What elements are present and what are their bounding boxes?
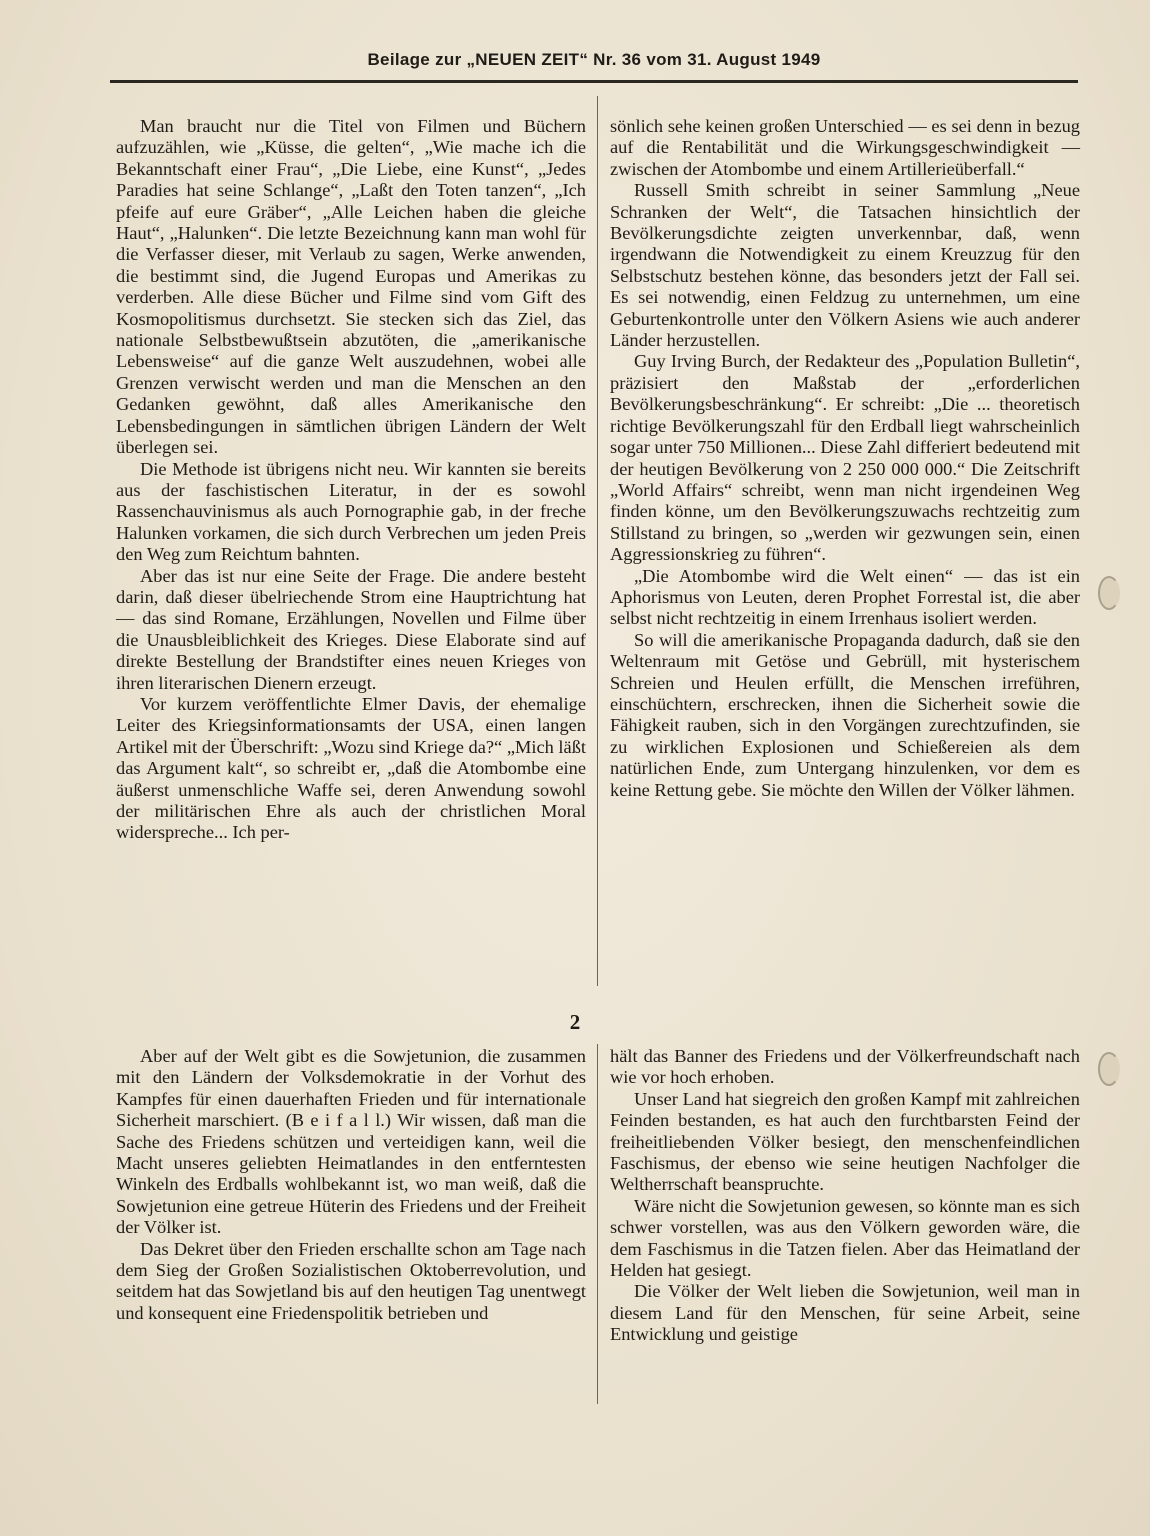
paragraph: Wäre nicht die Sowjetunion gewesen, so könnte man es sich schwer vorstellen, was aus den Völkern geworden wäre, die dem Faschismus in die Tatzen fielen. Aber das Heimatland der Helden hat gesiegt. — [610, 1195, 1080, 1281]
paragraph: „Die Atombombe wird die Welt einen“ — das ist ein Aphorismus von Leuten, deren Prophet Forrestal ist, die aber selbst nicht rechtzeitig in einem Irrenhaus isoliert werden. — [610, 565, 1080, 629]
column-divider — [597, 96, 598, 986]
paragraph: Guy Irving Burch, der Redakteur des „Population Bulletin“, präzisiert den Maßstab der „erforderlichen Bevölkerungsbeschränkung“. Er schreibt: „Die ... theoretisch richtige Bevölkerungszahl für den Erdball liegt wahrscheinlich sogar unter 750 Millionen... Diese Zahl differiert bedeutend mit der heutigen Bevölkerung von 2 250 000 000.“ Die Zeitschrift „World Affairs“ schreibt, wenn man nicht irgendeinen Weg finden könne, um den Bevölkerungszuwachs rechtzeitig zum Stillstand zu bringen, so „werden wir gezwungen sein, einen Aggressionskrieg zu führen“. — [610, 351, 1080, 565]
paragraph: sönlich sehe keinen großen Unterschied — es sei denn in bezug auf die Rentabilität und die Wirkungsgeschwindigkeit — zwischen der Atombombe und einem Artillerieüberfall.“ — [610, 116, 1080, 179]
binding-hole — [1098, 576, 1120, 610]
paragraph: Das Dekret über den Frieden erschallte schon am Tage nach dem Sieg der Großen Sozialistischen Oktoberrevolution, und seitdem hat das Sowjetland bis auf den heutigen Tag unentwegt und konsequent eine Friedenspolitik betrieben und — [116, 1238, 586, 1323]
paragraph: Vor kurzem veröffentlichte Elmer Davis, der ehemalige Leiter des Kriegsinformationsamts der USA, einen langen Artikel mit der Überschrift: „Wozu sind Kriege da?“ „Mich läßt das Argument kalt“, so schreibt er, „daß die Atombombe eine äußerst unmenschliche Waffe sei, deren Anwendung sowohl der militärischen Ehre als auch der christlichen Moral widerspreche... Ich per- — [116, 693, 586, 843]
paragraph: Man braucht nur die Titel von Filmen und Büchern aufzuzählen, wie „Küsse, die gelten“, „Wie mache ich die Bekanntschaft einer Frau“, „Die Liebe, eine Kunst“, „Jedes Paradies hat seine Schlange“, „Laßt den Toten tanzen“, „Ich pfeife auf eure Gräber“, „Alle Leichen haben die gleiche Haut“, „Halunken“. Die letzte Bezeichnung kann man wohl für die Verfasser dieser, mit Verlaub zu sagen, Werke anwenden, die bestimmt sind, die Jugend Europas und Amerikas zu verderben. Alle diese Bücher und Filme sind vom Gift des Kosmopolitismus durchsetzt. Sie stecken sich das Ziel, das nationale Selbstbewußtsein abzutöten, die „amerikanische Lebensweise“ auf die ganze Welt auszudehnen, wobei alle Grenzen verwischt werden und man die Menschen an den Gedanken gewöhnt, daß alles Amerikanische den Lebensbedingungen in sämtlichen übrigen Ländern der Welt überlegen sei. — [116, 116, 586, 458]
paragraph: So will die amerikanische Propaganda dadurch, daß sie den Weltenraum mit Getöse und Gebrüll, mit hysterischem Schreien und Heulen erfüllt, die Menschen irreführen, einschüchtern, erschrecken, ihnen die Sicherheit sowie die Fähigkeit rauben, sich in den Vorgängen zurechtzufinden, sie zu wirklichen Explosionen und Schießereien als dem natürlichen Ende, zum Untergang hinzulenken, vor dem es keine Rettung gebe. Sie möchte den Willen der Völker lähmen. — [610, 629, 1080, 800]
top-left-column — [116, 116, 586, 844]
page-number: 2 — [569, 1010, 581, 1034]
paragraph: Aber das ist nur eine Seite der Frage. Die andere besteht darin, daß dieser übelriechende Strom eine Hauptrichtung hat — das sind Romane, Erzählungen, Novellen und Filme über die Unausbleiblichkeit des Krieges. Diese Elaborate sind auf direkte Bestellung der Brandstifter eines neuen Krieges von ihren literarischen Dienern erzeugt. — [116, 565, 586, 693]
bottom-right-column — [610, 1046, 1080, 1346]
paragraph: Aber auf der Welt gibt es die Sowjetunion, die zusammen mit den Ländern der Volksdemokratie in der Vorhut des Kampfes für einen dauerhaften Frieden und für internationale Sicherheit marschiert. (B e i f a l l.) Wir wissen, daß man die Sache des Friedens schützen und verteidigen kann, weil die Macht unseres geliebten Heimatlandes in den entferntesten Winkeln des Erdballs wohlbekannt ist, wo man weiß, daß die Sowjetunion eine getreue Hüterin des Friedens und der Freiheit der Völker ist. — [116, 1046, 586, 1238]
column-divider — [597, 1044, 598, 1404]
paragraph: Die Völker der Welt lieben die Sowjetunion, weil man in diesem Land für den Menschen, für seine Arbeit, seine Entwicklung und geistige — [610, 1281, 1080, 1345]
paragraph: Russell Smith schreibt in seiner Sammlung „Neue Schranken der Welt“, die Tatsachen hinsichtlich der Bevölkerungsdichte zeigten unverkennbar, daß, wenn irgendwann die Notwendigkeit zu einem Kreuzzug für den Selbstschutz bestehen könne, das besonders jetzt der Fall sei. Es sei notwendig, einen Feldzug zu unternehmen, um eine Geburtenkontrolle unter den Völkern Asiens wie auch anderer Länder herzustellen. — [610, 180, 1080, 351]
top-right-column — [610, 116, 1080, 801]
page-header: Beilage zur „NEUEN ZEIT“ Nr. 36 vom 31. August 1949 — [367, 50, 821, 69]
bottom-left-column — [116, 1046, 586, 1324]
header-rule — [110, 80, 1078, 83]
paragraph: Unser Land hat siegreich den großen Kampf mit zahlreichen Feinden bestanden, es hat auch den furchtbarsten Feind der freiheitliebenden Völker besiegt, den menschenfeindlichen Faschismus, der ebenso wie seine heutigen Nachfolger die Weltherrschaft beanspruchte. — [610, 1088, 1080, 1195]
binding-hole — [1098, 1052, 1120, 1086]
paragraph: Die Methode ist übrigens nicht neu. Wir kannten sie bereits aus der faschistischen Literatur, in der es sowohl Rassenchauvinismus als auch Pornographie gab, in der freche Halunken vorkamen, die sich durch Verbrechen um jeden Preis den Weg zum Reichtum bahnten. — [116, 458, 586, 565]
paragraph: hält das Banner des Friedens und der Völkerfreundschaft nach wie vor hoch erhoben. — [610, 1046, 1080, 1088]
